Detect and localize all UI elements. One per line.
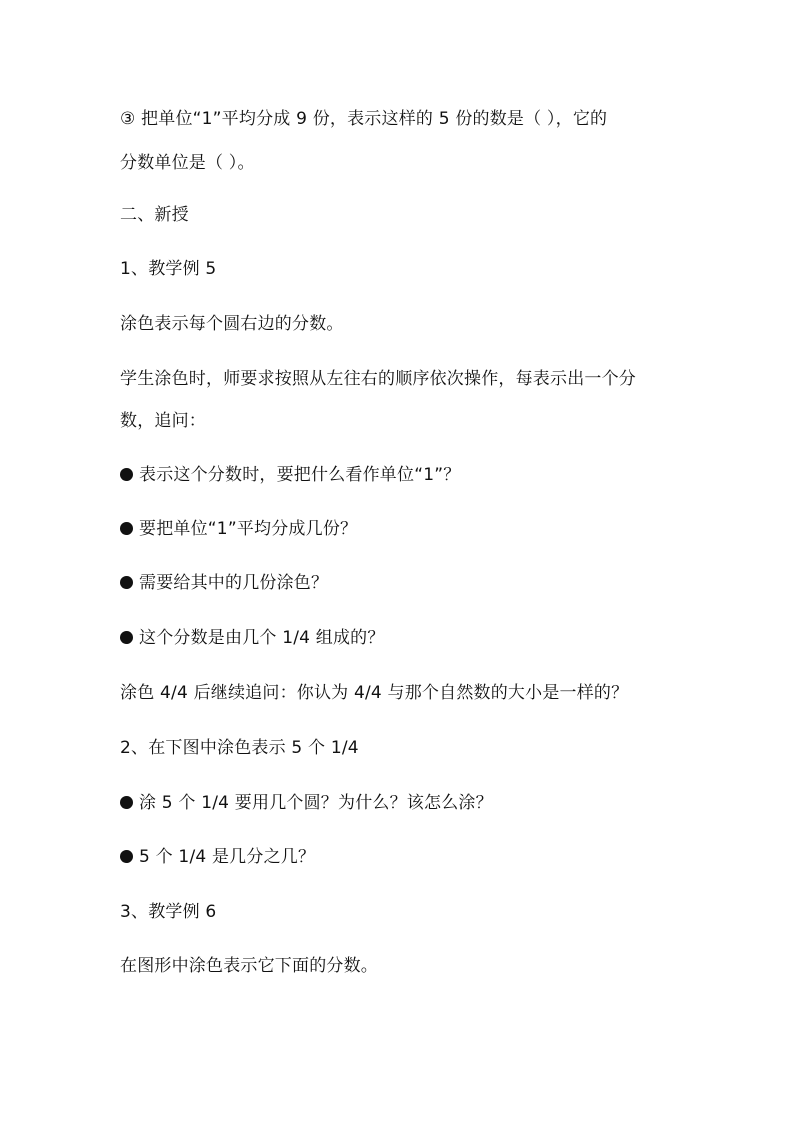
section-title: 二、新授 bbox=[120, 205, 189, 225]
list-item-text: 这个分数是由几个 1/4 组成的？ bbox=[139, 628, 385, 648]
question-3-continuation bbox=[120, 152, 255, 174]
line-text: 学生涂色时，师要求按照从左往右的顺序依次操作，每表示出一个分 bbox=[120, 369, 636, 389]
list-item-text: 涂 5 个 1/4 要用几个圆？为什么？该怎么涂？ bbox=[139, 793, 493, 813]
bullet-icon bbox=[120, 631, 133, 644]
bullet-icon bbox=[120, 576, 133, 589]
list-item bbox=[120, 518, 357, 540]
line-text: 涂色 4/4 后继续追问：你认为 4/4 与那个自然数的大小是一样的？ bbox=[120, 683, 629, 703]
example-6-heading bbox=[120, 901, 216, 923]
line-text: 数，追问： bbox=[120, 411, 206, 431]
section-heading-new-lesson bbox=[120, 204, 189, 226]
line-text: ③ 把单位“1”平均分成 9 份，表示这样的 5 份的数是（ ），它的 bbox=[120, 109, 608, 129]
line-text: 3、教学例 6 bbox=[120, 902, 217, 922]
instruction-line bbox=[120, 313, 344, 335]
line-text: 在图形中涂色表示它下面的分数。 bbox=[120, 956, 378, 976]
list-item-text: 要把单位“1”平均分成几份？ bbox=[139, 519, 358, 539]
list-item-text: 需要给其中的几份涂色？ bbox=[139, 573, 329, 593]
follow-up-question-line bbox=[120, 682, 628, 704]
bullet-icon bbox=[120, 468, 133, 481]
list-item bbox=[120, 792, 493, 814]
list-item-text: 5 个 1/4 是几分之几？ bbox=[139, 847, 316, 867]
final-instruction-line bbox=[120, 955, 378, 977]
bullet-icon bbox=[120, 850, 133, 863]
teacher-note-line bbox=[120, 368, 636, 390]
line-text: 分数单位是（ ）。 bbox=[120, 153, 255, 173]
line-text: 1、教学例 5 bbox=[120, 259, 217, 279]
list-item-text: 表示这个分数时，要把什么看作单位“1”？ bbox=[139, 465, 461, 485]
example-2-heading bbox=[120, 737, 359, 759]
list-item bbox=[120, 846, 315, 868]
teacher-note-continuation bbox=[120, 410, 206, 432]
question-3-line bbox=[120, 108, 607, 130]
line-text: 2、在下图中涂色表示 5 个 1/4 bbox=[120, 738, 359, 758]
list-item bbox=[120, 572, 328, 594]
bullet-icon bbox=[120, 796, 133, 809]
example-5-heading bbox=[120, 258, 216, 280]
list-item bbox=[120, 627, 385, 649]
bullet-icon bbox=[120, 522, 133, 535]
line-text: 涂色表示每个圆右边的分数。 bbox=[120, 314, 344, 334]
list-item bbox=[120, 464, 460, 486]
